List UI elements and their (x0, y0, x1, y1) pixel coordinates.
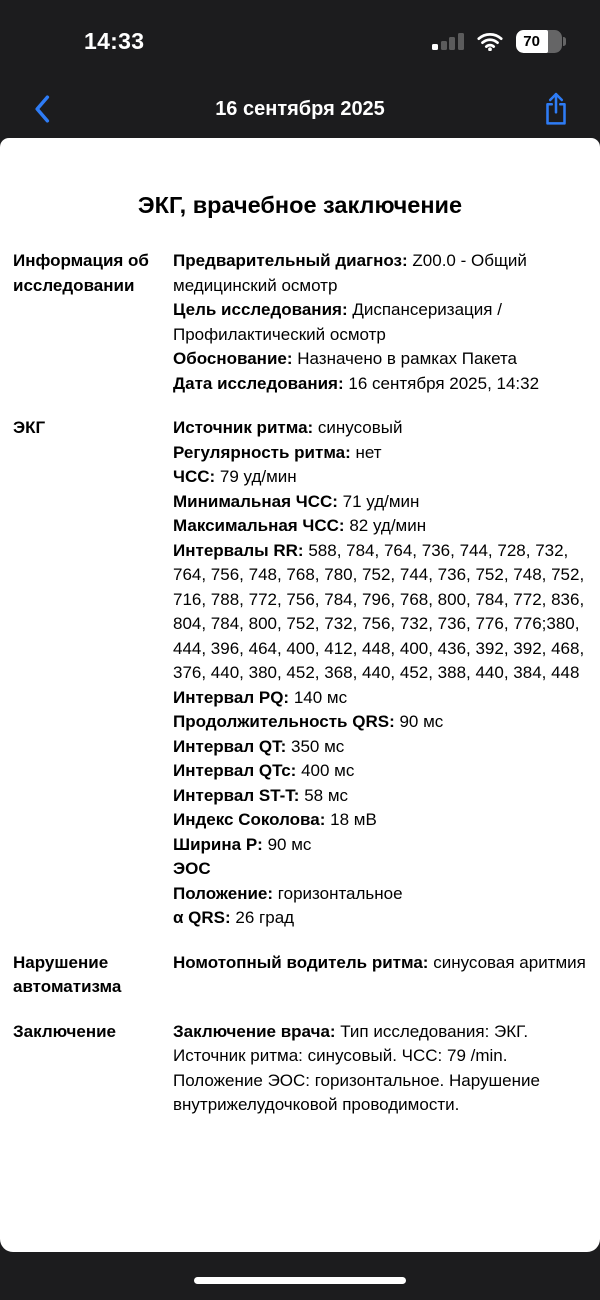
document-section (0, 951, 600, 1000)
document-section (0, 249, 600, 396)
entry-value: нет (355, 442, 382, 462)
nav-title: 16 сентября 2025 (215, 97, 385, 120)
section-label: Информация об исследовании (13, 251, 149, 295)
section-entries (173, 1020, 600, 1118)
entry-key: Цель исследования: (173, 300, 348, 319)
entry-key: Интервал ST-T: (173, 785, 300, 805)
entry-value: Назначено в рамках Пакета (297, 349, 518, 368)
entry (173, 710, 586, 735)
entry (173, 249, 586, 298)
entry-key: ЭОС (173, 859, 211, 878)
entry-key: Обоснование: (173, 349, 293, 368)
battery-cap (563, 37, 566, 46)
document-card (0, 138, 600, 1252)
entry-key: Минимальная ЧСС: (173, 491, 338, 511)
back-button[interactable] (34, 80, 50, 138)
home-indicator[interactable] (194, 1277, 406, 1284)
entry-value: 79 уд/мин (219, 467, 297, 486)
chevron-left-icon (34, 95, 50, 123)
entry-value: Тип исследования: ЭКГ. Источник ритма: синусовый. ЧСС: 79 /min. Положение ЭОС: горизонтальное. Нарушение внутрижелудочковой проводимости. (173, 1021, 540, 1114)
entry-value: 58 мс (304, 785, 349, 805)
entry-value: 400 мс (301, 761, 355, 780)
share-button[interactable] (542, 80, 570, 138)
section-entries (173, 951, 600, 1000)
entry-key: Ширина P: (173, 834, 263, 854)
wifi-icon (477, 32, 503, 51)
entry-key: Регулярность ритма: (173, 442, 351, 462)
document-title: ЭКГ, врачебное заключение (137, 192, 463, 218)
entry (173, 735, 586, 760)
entry-key: Максимальная ЧСС: (173, 516, 345, 535)
status-icons (432, 30, 566, 53)
entry (173, 539, 586, 686)
entry (173, 906, 586, 931)
entry-value: синусовая аритмия (433, 952, 586, 972)
entry-value: 140 мс (293, 687, 348, 707)
entry-key: Номотопный водитель ритма: (173, 952, 429, 972)
entry-value: Z00.0 - Общий медицинский осмотр (173, 251, 527, 295)
entry-value: Диспансеризация / Профилактический осмотр (173, 300, 502, 344)
cellular-signal-icon (432, 33, 464, 50)
entry (173, 784, 586, 809)
entry (173, 686, 586, 711)
entry (173, 298, 586, 347)
entry (173, 808, 586, 833)
entry-value: 90 мс (399, 712, 444, 731)
status-time: 14:33 (84, 27, 145, 54)
entry-value: 18 мВ (330, 810, 377, 829)
entry-key: Источник ритма: (173, 418, 314, 437)
entry (173, 882, 586, 907)
entry-value: синусовый (317, 418, 403, 437)
document-section (0, 1020, 600, 1118)
entry-value: 26 град (235, 908, 295, 927)
entry-value: 82 уд/мин (349, 516, 427, 535)
entry-value: 588, 784, 764, 736, 744, 728, 732, 764, 756, 748, 768, 780, 752, 744, 736, 752, 748, 752, 716, 788, 772, 756, 784, 796, 768, 800, 784, 772, 836, 804, 784, 800, 752, 732, 756, 732, 736, 776, 776;380, 444, 396, 464, 400, 412, 448, 400, 436, 392, 392, 468, 376, 440, 380, 452, 368, 440, 452, 388, 440, 384, 448 (173, 540, 585, 682)
entry-key: Интервал QTc: (173, 761, 297, 780)
entry (173, 514, 586, 539)
entry (173, 441, 586, 466)
entry-key: Интервал QT: (173, 736, 287, 756)
entry (173, 347, 586, 372)
nav-bar (0, 80, 600, 138)
entry-key: Интервалы RR: (173, 540, 304, 560)
battery-level (516, 30, 548, 53)
entry-key: Дата исследования: (173, 373, 344, 393)
entry-key: α QRS: (173, 908, 231, 927)
section-label: ЭКГ (13, 418, 46, 437)
entry-value: 350 мс (290, 736, 345, 756)
entry (173, 490, 586, 515)
entry-key: Предварительный диагноз: (173, 251, 408, 270)
entry-key: Заключение врача: (173, 1021, 336, 1041)
entry (173, 759, 586, 784)
section-entries (173, 416, 600, 931)
entry (173, 416, 586, 441)
section-label: Заключение (13, 1021, 116, 1041)
battery-icon (516, 30, 567, 53)
battery-percent: 70 (523, 32, 540, 50)
entry-key: Индекс Соколова: (173, 810, 326, 829)
entry-value: 16 сентября 2025, 14:32 (348, 373, 540, 393)
entry-key: Положение: (173, 883, 274, 903)
entry-key: Интервал PQ: (173, 687, 290, 707)
document-section (0, 416, 600, 931)
entry (173, 372, 586, 397)
document-sections (0, 249, 600, 1118)
entry (173, 1020, 586, 1118)
entry-key: ЧСС: (173, 467, 216, 486)
share-icon (542, 92, 570, 126)
entry (173, 833, 586, 858)
entry-key: Продолжительность QRS: (173, 712, 395, 731)
entry-value: 71 уд/мин (342, 491, 420, 511)
entry (173, 951, 586, 976)
entry (173, 465, 586, 490)
entry-value: 90 мс (267, 834, 312, 854)
entry-value: горизонтальное (277, 883, 403, 903)
entry (173, 857, 586, 882)
section-entries (173, 249, 600, 396)
section-label: Нарушение автоматизма (13, 952, 122, 996)
status-bar (0, 0, 600, 80)
